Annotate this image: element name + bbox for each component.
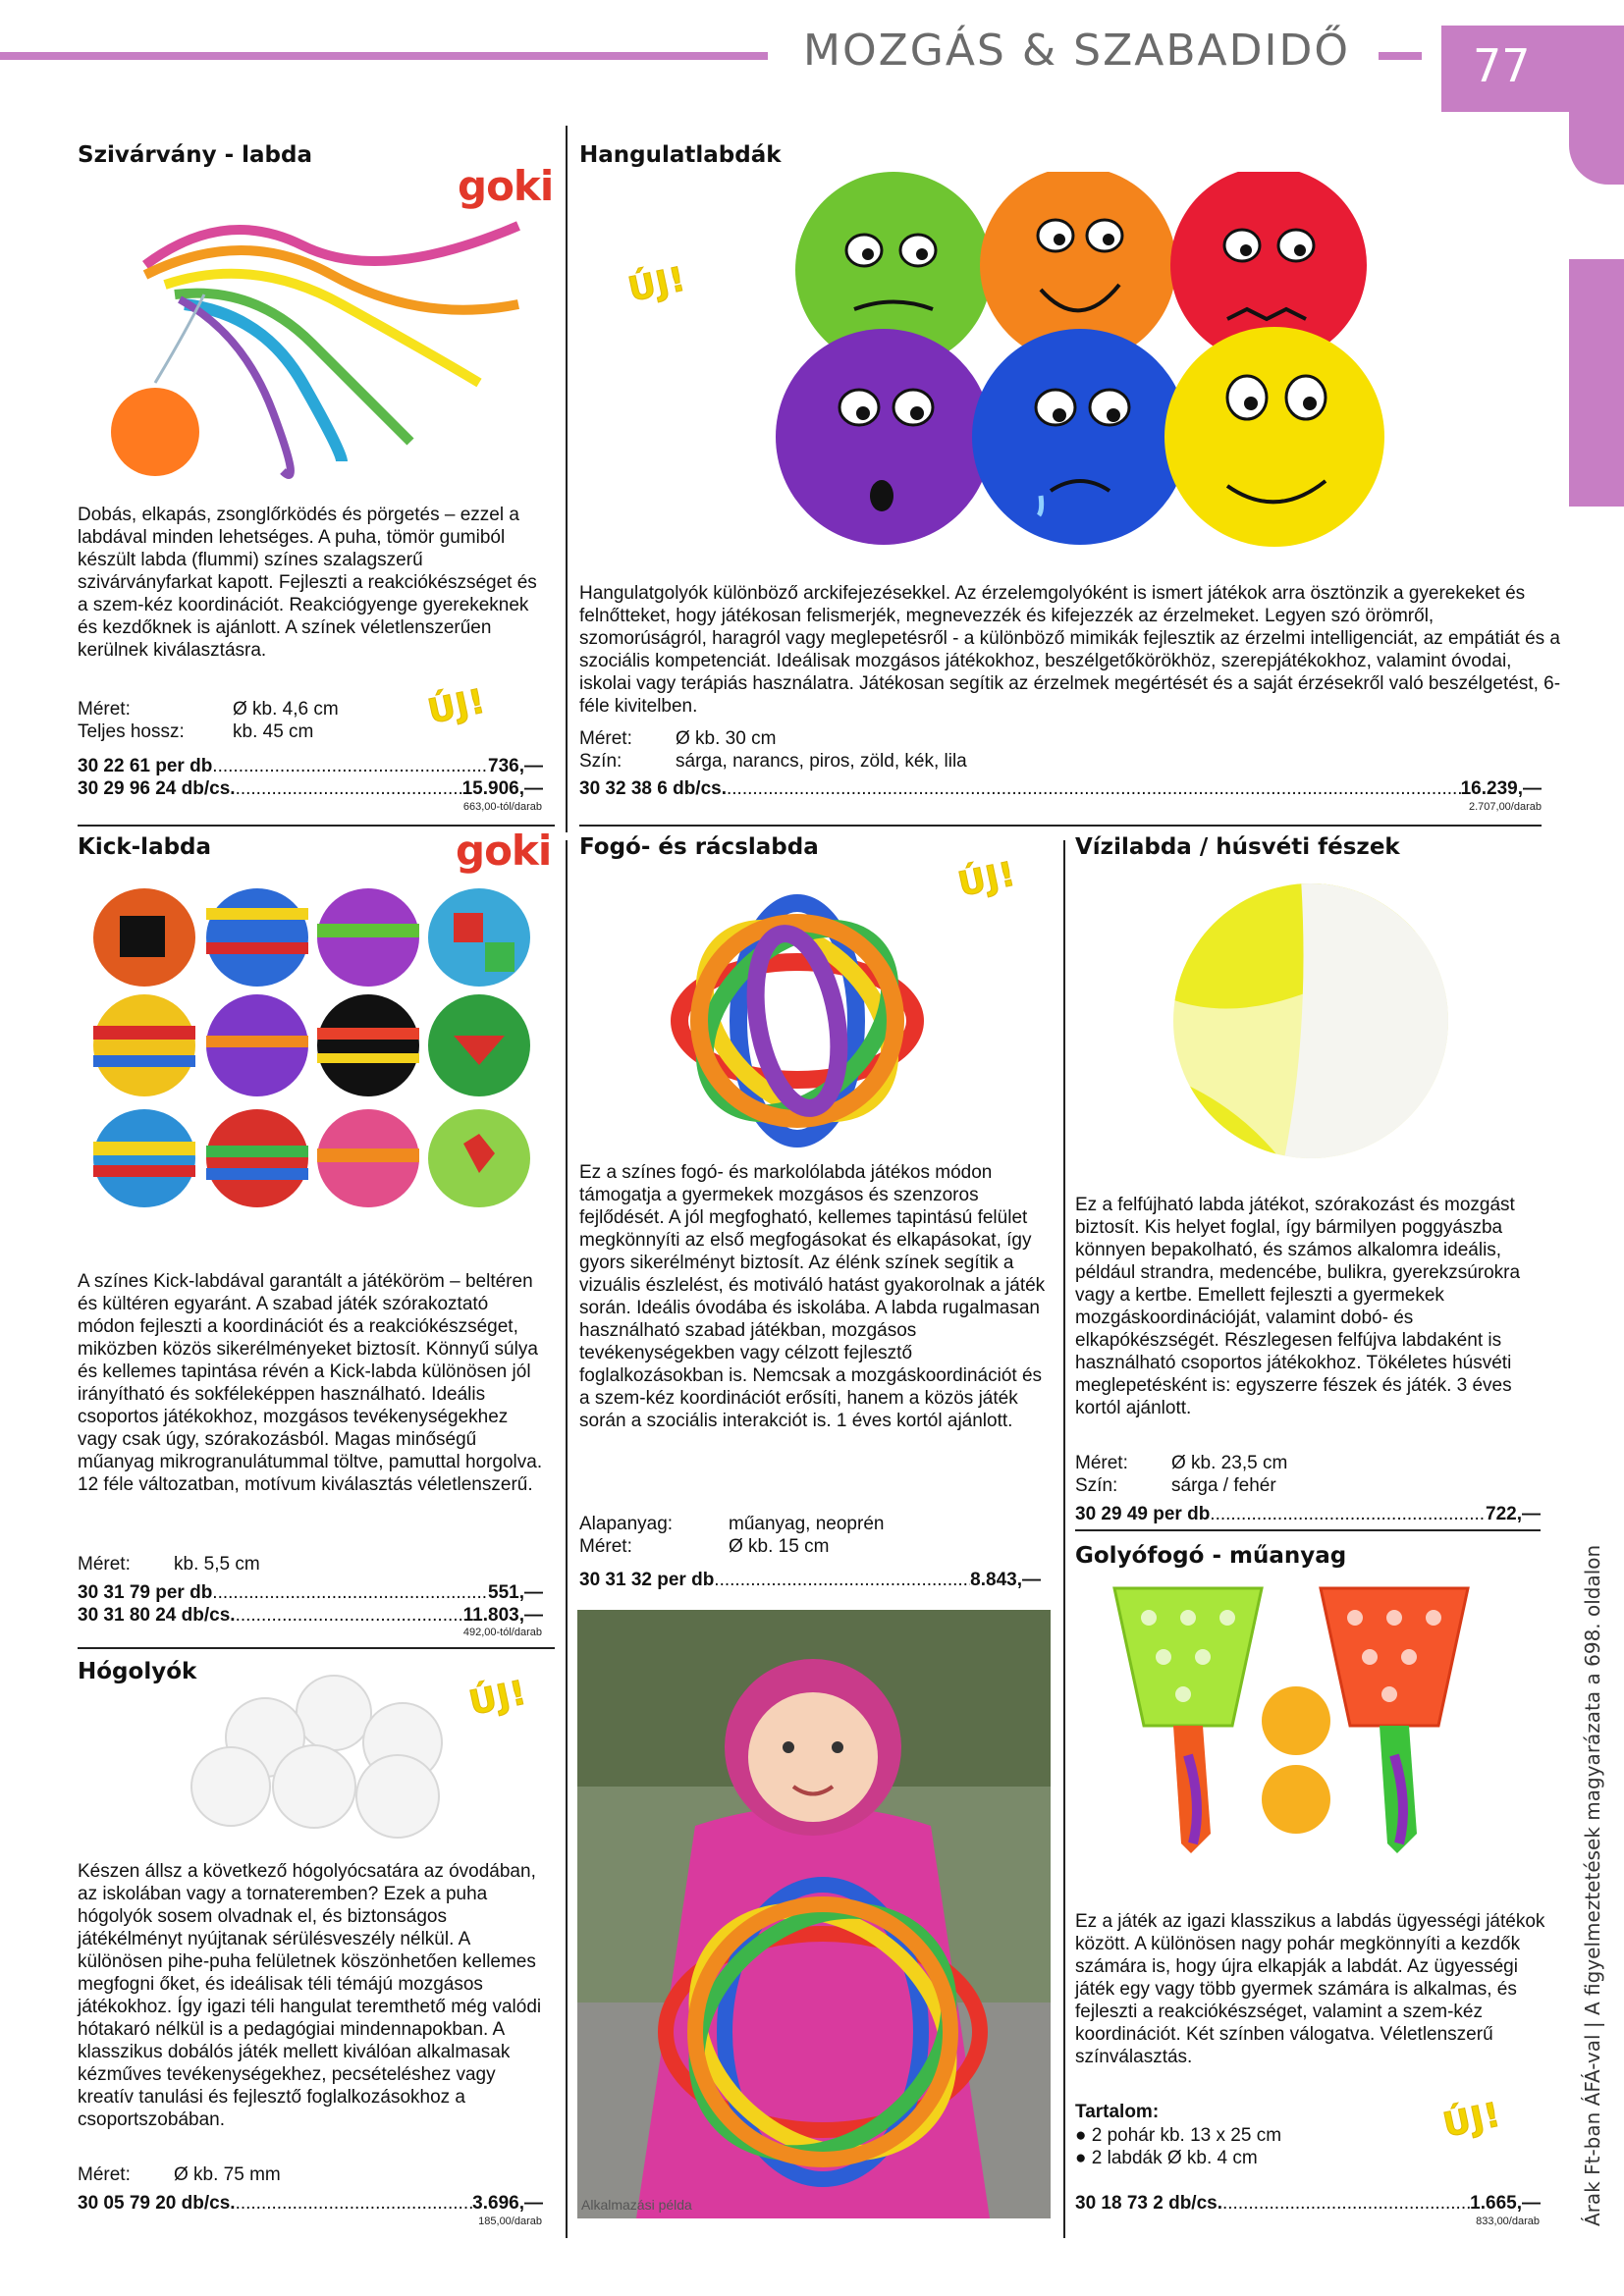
page-number: 77 bbox=[1473, 39, 1531, 92]
price-row bbox=[579, 777, 1542, 800]
product-description: Ez a játék az igazi klasszikus a labdás ügyességi játékok között. A különösen nagy pohár megkönnyíti a kezdők számára is, hogy újra elkapják a labdát. Az ügyességi játék egy vagy több gyermek számára is alkalmas, és fejleszti a reakciókészséget, valamint a szem-kéz koordinációt. Két színben válogatva. Véletlenszerű színválasztás. bbox=[1075, 1911, 1545, 2067]
spec-label: Méret: bbox=[78, 699, 131, 720]
new-badge: ÚJ! bbox=[624, 259, 690, 310]
section-title: MOZGÁS & SZABADIDŐ bbox=[803, 26, 1350, 76]
price-row bbox=[78, 755, 543, 777]
price-row bbox=[1075, 1503, 1541, 1525]
spec-value: Ø kb. 23,5 cm bbox=[1171, 1453, 1288, 1473]
spec-label: Szín: bbox=[579, 751, 623, 772]
item-price: 16.239,— bbox=[1460, 778, 1542, 799]
item-price: 1.665,— bbox=[1470, 2193, 1541, 2214]
header-rule-left bbox=[0, 52, 768, 60]
new-badge: ÚJ! bbox=[1439, 2095, 1505, 2146]
unit-price: 492,00-tól/darab bbox=[462, 1627, 542, 1638]
item-code: 30 22 61 per db bbox=[78, 756, 213, 776]
spec-row bbox=[579, 750, 967, 773]
side-index-tab bbox=[1569, 259, 1624, 507]
kick-balls-image bbox=[90, 888, 542, 1212]
product-title: Hógolyók bbox=[78, 1659, 197, 1684]
image-note: Alkalmazási példa bbox=[581, 2197, 692, 2213]
spec-label: Szín: bbox=[1075, 1475, 1118, 1496]
goki-logo: goki bbox=[456, 827, 552, 875]
section-rule bbox=[1075, 1529, 1541, 1531]
price-row bbox=[78, 1604, 543, 1627]
price-footnote: Árak Ft-ban ÁFÁ-val | A figyelmeztetések magyarázata a 698. oldalon bbox=[1581, 1544, 1604, 2226]
item-code: 30 29 96 24 db/cs. bbox=[78, 778, 236, 799]
item-price: 15.906,— bbox=[461, 778, 543, 799]
goki-logo: goki bbox=[458, 162, 554, 210]
product-title: Kick-labda bbox=[78, 834, 212, 860]
column-divider bbox=[566, 126, 568, 832]
spec-value: műanyag, neoprén bbox=[729, 1514, 885, 1534]
spec-label: Méret: bbox=[1075, 1453, 1128, 1473]
water-ball-image bbox=[1164, 879, 1458, 1163]
product-description: Ez a színes fogó- és markolólabda játékos módon támogatja a gyermekek mozgásos és szenzoros fejlődését. A jól megfogható, kellemes tapintású felület megkönnyíti az első megfogásokat és elkapásokat, így gyors sikerélményt biztosít. Az élénk színek segítik a vizuális észlelést, és motiváló hatást gyakorolnak a játék során. Ideális óvodába és iskolába. A labda rugalmasan használható szabad játékban, mozgásos tevékenységekben vagy célzott fejlesztő foglalkozásokban is. Nemcsak a mozgáskoordinációt és a szem-kéz koordinációt erősíti, hanem a közös játék során a szociális interakciót is. 1 éves kortól ajánlott. bbox=[579, 1162, 1046, 1431]
price-row bbox=[78, 777, 543, 800]
spec-label: Méret: bbox=[579, 1536, 632, 1557]
product-description: Ez a felfújható labda játékot, szórakozást és mozgást biztosít. Kis helyet foglal, így bármilyen poggyászba könnyen bepakolható, és számos alkalomra ideális, például strandra, medencébe, bulikra, gyerekzsúrokra vagy a kertbe. Emellett fejleszti a gyermekek mozgáskoordinációját, valamint dobó- és elkapókészségét. Részlegesen felfújva labdaként is használható csoportos játékokhoz. Tökéletes húsvéti meglepetésként is: egyszerre fészek és játék. 3 éves kortól ajánlott. bbox=[1075, 1195, 1521, 1418]
item-price: 8.843,— bbox=[970, 1570, 1041, 1590]
new-badge: ÚJ! bbox=[465, 1673, 531, 1724]
column-divider bbox=[1063, 840, 1065, 2238]
rainbow-ball-image bbox=[106, 187, 548, 481]
item-code: 30 31 32 per db bbox=[579, 1570, 715, 1590]
new-badge: ÚJ! bbox=[424, 681, 490, 732]
unit-price: 185,00/darab bbox=[478, 2216, 542, 2227]
child-with-ball-photo bbox=[577, 1610, 1051, 2218]
spec-row bbox=[579, 1535, 829, 1558]
spec-row bbox=[78, 698, 339, 721]
contents-item: ● 2 labdák Ø kb. 4 cm bbox=[1075, 2148, 1258, 2168]
spec-value: kb. 45 cm bbox=[233, 721, 314, 742]
page-tab-block bbox=[1441, 26, 1624, 112]
product-title: Fogó- és rácslabda bbox=[579, 834, 819, 860]
price-row bbox=[579, 1569, 1041, 1591]
product-description: A színes Kick-labdával garantált a játéköröm – beltéren és kültéren egyaránt. A szabad játék szórakoztató módon fejleszti a koordinációt és a reakciókészséget, miközben közös sikerélményeket biztosít. Könnyű súlya és kellemes tapintása révén a Kick-labda különösen jól irányítható és sokféleképpen használható. Ideális csoportos játékokhoz, mozgásos tevékenységekhez vagy csak úgy, szórakozásból. Magas minőségű műanyag mikrogranulátummal töltve, pamuttal horgolva. 12 féle változatban, motívum kiválasztás véletlenszerű. bbox=[78, 1271, 543, 1495]
item-code: 30 32 38 6 db/cs. bbox=[579, 778, 727, 799]
item-price: 722,— bbox=[1486, 1504, 1541, 1524]
spec-value: kb. 5,5 cm bbox=[174, 1554, 260, 1575]
price-row bbox=[1075, 2192, 1541, 2215]
spec-row bbox=[1075, 1452, 1287, 1474]
item-code: 30 29 49 per db bbox=[1075, 1504, 1211, 1524]
item-code: 30 05 79 20 db/cs. bbox=[78, 2193, 236, 2214]
spec-label: Méret: bbox=[579, 728, 632, 749]
new-badge: ÚJ! bbox=[954, 854, 1020, 905]
product-title: Szivárvány - labda bbox=[78, 142, 312, 168]
spec-row bbox=[579, 727, 776, 750]
ball-catcher-image bbox=[1105, 1578, 1556, 1873]
spec-value: Ø kb. 4,6 cm bbox=[233, 699, 339, 720]
column-divider bbox=[566, 840, 568, 2238]
product-title: Golyófogó - műanyag bbox=[1075, 1543, 1347, 1569]
header-rule-right bbox=[1379, 52, 1422, 60]
item-price: 736,— bbox=[488, 756, 543, 776]
contents-heading: Tartalom: bbox=[1075, 2102, 1160, 2122]
item-code: 30 31 80 24 db/cs. bbox=[78, 1605, 236, 1626]
spec-value: sárga, narancs, piros, zöld, kék, lila bbox=[676, 751, 967, 772]
spec-row bbox=[78, 721, 313, 743]
section-rule bbox=[78, 1647, 555, 1649]
spec-value: Ø kb. 30 cm bbox=[676, 728, 777, 749]
product-description: Dobás, elkapás, zsonglőrködés és pörgetés – ezzel a labdával minden lehetséges. A puha, tömör gumiból készült labda (flummi) színes szalagszerű szivárványfarkat kapott. Fejleszti a reakciókészséget és a szem-kéz koordinációt. Reakciógyenge gyerekeknek és kezdőknek is ajánlott. A színek véletlenszerűen kerülnek kiválasztásra. bbox=[78, 505, 537, 661]
mood-balls-image bbox=[766, 172, 1394, 555]
grip-ball-image bbox=[660, 883, 935, 1158]
spec-label: Alapanyag: bbox=[579, 1514, 674, 1534]
product-title: Vízilabda / húsvéti fészek bbox=[1075, 834, 1400, 860]
spec-value: Ø kb. 15 cm bbox=[729, 1536, 830, 1557]
item-price: 551,— bbox=[488, 1582, 543, 1603]
spec-row bbox=[579, 1513, 884, 1535]
spec-row bbox=[78, 1553, 260, 1575]
unit-price: 833,00/darab bbox=[1476, 2216, 1540, 2227]
item-price: 3.696,— bbox=[472, 2193, 543, 2214]
section-rule bbox=[579, 825, 1542, 827]
unit-price: 2.707,00/darab bbox=[1468, 801, 1542, 813]
spec-value: sárga / fehér bbox=[1171, 1475, 1276, 1496]
item-code: 30 18 73 2 db/cs. bbox=[1075, 2193, 1222, 2214]
product-description: Készen állsz a következő hógolyócsatára az óvodában, az iskolában vagy a tornateremben? Ezek a puha hógolyók sosem olvadnak el, és biztonságos játékélményt nyújtanak sérülésveszély nélkül. A különösen pihe-puha felületnek köszönhetően kellemes megfogni őket, és ideálisak téli témájú mozgásos játékokhoz. Így igazi téli hangulat teremthető még valódi hótakaró nélkül is a pedagógiai mindennapokban. A klasszikus dobálós játék mellett kiválóan alkalmasak kézműves tevékenységekhez, pecsételéshez vagy kreatív tanulási és fejlesztő foglalkozásokhoz a csoportszobában. bbox=[78, 1861, 542, 2130]
product-title: Hangulatlabdák bbox=[579, 142, 782, 168]
product-description: Hangulatgolyók különböző arckifejezésekkel. Az érzelemgolyóként is ismert játékok arra ösztönzik a gyerekeket és felnőtteket, hogy játékosan felismerjék, megnevezzék és kifejezzék az érzelmeket. Legyen szó örömről, szomorúságról, haragról vagy meglepetésről - a különböző mimikák fejlesztik az érzelmi intelligenciát, az empátiát és a szociális kompetenciát. Ideálisak mozgásos játékokhoz, beszélgetőkörökhöz, szerepjátékokhoz, valamint óvodai, iskolai vagy terápiás használatra. Játékosan segítik az érzelmek megértését és a saját érzésekről való beszélgetést, 6-féle kivitelben. bbox=[579, 583, 1561, 717]
spec-row bbox=[1075, 1474, 1276, 1497]
spec-label: Teljes hossz: bbox=[78, 721, 185, 742]
contents-item: ● 2 pohár kb. 13 x 25 cm bbox=[1075, 2125, 1282, 2146]
item-code: 30 31 79 per db bbox=[78, 1582, 213, 1603]
spec-value: Ø kb. 75 mm bbox=[174, 2164, 281, 2185]
unit-price: 663,00-tól/darab bbox=[462, 801, 542, 813]
snowballs-image bbox=[187, 1669, 461, 1845]
item-price: 11.803,— bbox=[462, 1605, 543, 1626]
price-row bbox=[78, 1581, 543, 1604]
price-row bbox=[78, 2192, 543, 2215]
spec-label: Méret: bbox=[78, 1554, 131, 1575]
spec-row bbox=[78, 2163, 281, 2186]
spec-label: Méret: bbox=[78, 2164, 131, 2185]
